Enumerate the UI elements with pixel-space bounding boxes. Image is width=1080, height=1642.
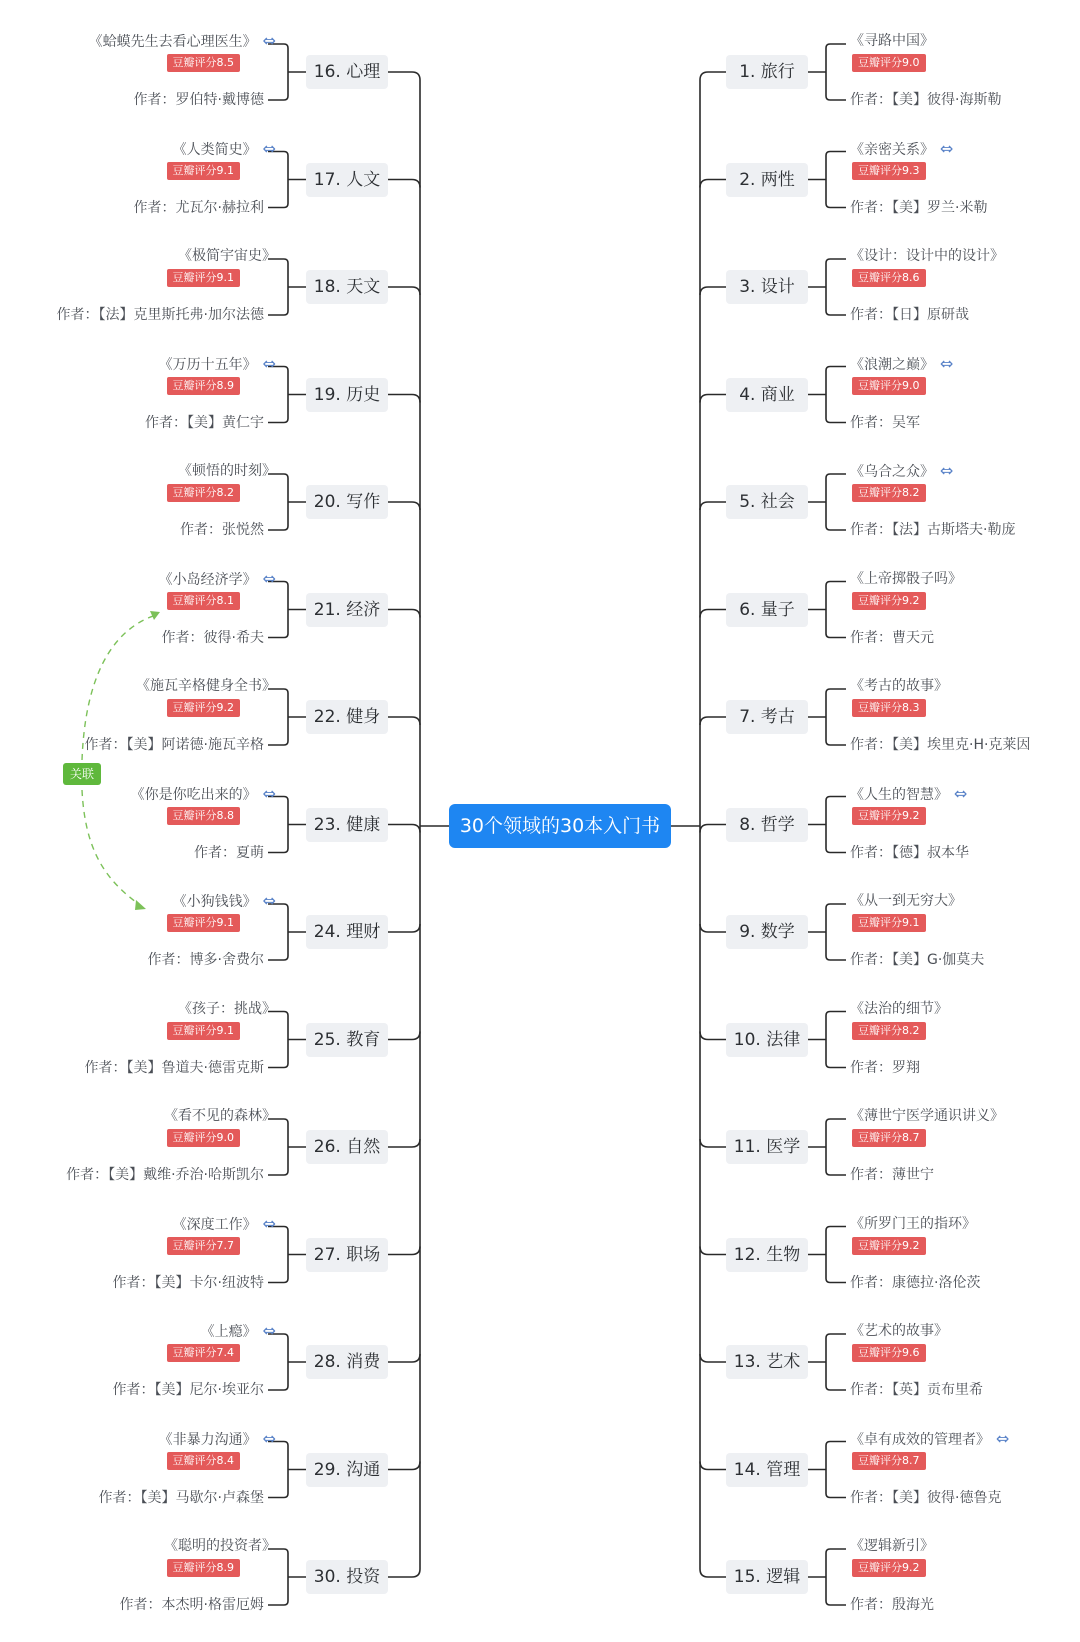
branch-line (700, 1247, 726, 1255)
branch-line (388, 1247, 420, 1255)
leaf-bracket (268, 1012, 288, 1068)
book-title-text: 《聪明的投资者》 (164, 1538, 276, 1554)
link-icon[interactable]: ⇔ (262, 891, 276, 910)
book-title-text: 《从一到无穷大》 (850, 893, 962, 909)
book-title[interactable] (164, 1535, 276, 1557)
topic-28[interactable]: 28. 消费 (306, 1345, 388, 1379)
link-icon[interactable]: ⇔ (262, 1321, 276, 1340)
topic-23[interactable]: 23. 健康 (306, 808, 388, 842)
link-icon[interactable]: ⇔ (262, 31, 276, 50)
book-title[interactable] (173, 138, 276, 160)
branch-line (388, 395, 420, 403)
book-title-text: 《你是你吃出来的》 (130, 786, 257, 803)
author-name: 作者：张悦然 (180, 522, 264, 538)
book-title[interactable] (178, 998, 276, 1020)
book-title[interactable] (159, 353, 276, 375)
topic-17[interactable]: 17. 人文 (306, 163, 388, 197)
rating-badge: 豆瓣评分9.0 (852, 377, 926, 395)
branch-line (700, 1354, 726, 1362)
book-title[interactable] (164, 1105, 276, 1127)
branch-line (700, 1032, 726, 1040)
author-name: 作者：【美】马歇尔·卢森堡 (98, 1489, 264, 1506)
association-arrow-icon (135, 900, 146, 910)
branch-line (700, 72, 726, 80)
rating-badge: 豆瓣评分7.7 (167, 1237, 241, 1255)
topic-10[interactable]: 10. 法律 (726, 1023, 808, 1057)
leaf-bracket (268, 1549, 288, 1605)
topic-12[interactable]: 12. 生物 (726, 1238, 808, 1272)
branch-line (388, 610, 420, 618)
author-name: 作者：薄世宁 (850, 1167, 934, 1183)
book-title-text: 《施瓦辛格健身全书》 (136, 678, 276, 694)
topic-18[interactable]: 18. 天文 (306, 270, 388, 304)
rating-badge: 豆瓣评分8.7 (852, 1452, 926, 1470)
book-title-text: 《寻路中国》 (850, 33, 934, 49)
topic-26[interactable]: 26. 自然 (306, 1130, 388, 1164)
branch-line (388, 1032, 420, 1040)
topic-27[interactable]: 27. 职场 (306, 1238, 388, 1272)
author-name: 作者：【美】罗兰·米勒 (850, 199, 988, 216)
leaf-bracket (826, 152, 846, 208)
link-icon[interactable]: ⇔ (262, 1428, 276, 1448)
branch-line (388, 72, 420, 80)
book-title-text: 《小岛经济学》 (158, 571, 257, 588)
leaf-bracket (268, 259, 288, 315)
rating-badge: 豆瓣评分8.9 (167, 1559, 241, 1577)
link-icon[interactable]: ⇔ (262, 1213, 276, 1233)
book-title[interactable] (850, 1213, 976, 1235)
book-title-text: 《深度工作》 (172, 1216, 257, 1233)
book-title[interactable] (131, 783, 276, 805)
author-name: 作者：【美】鲁道夫·德雷克斯 (84, 1059, 264, 1076)
topic-2[interactable]: 2. 两性 (726, 163, 808, 197)
book-title-text: 《所罗门王的指环》 (850, 1215, 976, 1232)
rating-badge: 豆瓣评分8.9 (167, 377, 241, 395)
leaf-bracket (268, 44, 288, 100)
book-title[interactable] (89, 30, 276, 52)
rating-badge: 豆瓣评分9.1 (167, 269, 241, 287)
author-name: 作者：【美】埃里克·H·克莱因 (850, 737, 1031, 753)
book-title-text: 《人生的智慧》 (850, 786, 948, 803)
author-name: 作者：【美】戴维·乔治·哈斯凯尔 (66, 1167, 264, 1183)
branch-line (700, 1139, 726, 1147)
branch-line (388, 180, 420, 188)
leaf-bracket (826, 1012, 846, 1068)
author-name: 作者：【法】克里斯托弗·加尔法德 (56, 307, 264, 323)
branch-line (700, 1462, 726, 1470)
topic-6[interactable]: 6. 量子 (726, 593, 808, 627)
leaf-bracket (268, 904, 288, 960)
book-title-text: 《上帝掷骰子吗》 (850, 570, 962, 587)
branch-line (388, 924, 420, 932)
leaf-bracket (268, 689, 288, 745)
rating-badge: 豆瓣评分8.7 (852, 1129, 926, 1147)
topic-19[interactable]: 19. 历史 (306, 378, 388, 412)
rating-badge: 豆瓣评分9.2 (852, 807, 926, 825)
book-title-text: 《设计：设计中的设计》 (850, 248, 1004, 264)
leaf-bracket (826, 1549, 846, 1605)
rating-badge: 豆瓣评分8.8 (167, 807, 241, 825)
association-line-lower (82, 790, 140, 905)
author-name: 作者：彼得·希夫 (161, 629, 264, 646)
topic-13[interactable]: 13. 艺术 (726, 1345, 808, 1379)
topic-30[interactable]: 30. 投资 (306, 1560, 388, 1594)
rating-badge: 豆瓣评分8.4 (167, 1452, 241, 1470)
author-name: 作者：罗翔 (850, 1059, 920, 1076)
topic-22[interactable]: 22. 健身 (306, 700, 388, 734)
book-title-text: 《看不见的森林》 (164, 1108, 276, 1124)
book-title-text: 《非暴力沟通》 (158, 1431, 257, 1448)
rating-badge: 豆瓣评分8.1 (167, 592, 241, 610)
leaf-bracket (826, 367, 846, 423)
rating-badge: 豆瓣评分8.6 (852, 269, 926, 287)
book-title[interactable] (136, 675, 276, 697)
rating-badge: 豆瓣评分9.1 (167, 1022, 241, 1040)
book-title-text: 《薄世宁医学通识讲义》 (850, 1108, 1004, 1124)
leaf-bracket (268, 474, 288, 530)
topic-8[interactable]: 8. 哲学 (726, 808, 808, 842)
author-name: 作者：殷海光 (850, 1597, 934, 1613)
link-icon[interactable]: ⇔ (996, 1428, 1010, 1448)
branch-line (700, 180, 726, 188)
rating-badge: 豆瓣评分8.2 (167, 484, 241, 502)
branch-line (388, 1354, 420, 1362)
leaf-bracket (268, 1334, 288, 1390)
book-title[interactable] (850, 1320, 948, 1342)
author-name: 作者：曹天元 (850, 629, 934, 646)
book-title[interactable] (850, 138, 953, 160)
author-name: 作者：尤瓦尔·赫拉利 (133, 199, 264, 216)
book-title-text: 《蛤蟆先生去看心理医生》 (88, 34, 257, 50)
author-name: 作者：【美】阿诺德·施瓦辛格 (84, 737, 264, 753)
branch-line (388, 1569, 420, 1577)
book-title-text: 《孩子：挑战》 (178, 1000, 276, 1017)
book-title-text: 《极简宇宙史》 (178, 248, 276, 264)
author-name: 作者：博多·舍费尔 (147, 952, 264, 968)
author-name: 作者：【美】彼得·德鲁克 (850, 1489, 1002, 1506)
book-title-text: 《乌合之众》 (850, 464, 934, 480)
author-name: 作者：【美】彼得·海斯勒 (850, 92, 1002, 108)
topic-9[interactable]: 9. 数学 (726, 915, 808, 949)
branch-line (700, 610, 726, 618)
branch-line (700, 1569, 726, 1577)
topic-4[interactable]: 4. 商业 (726, 378, 808, 412)
association-arrow-icon (150, 611, 160, 620)
author-name: 作者：【德】叔本华 (850, 844, 969, 861)
rating-badge: 豆瓣评分8.5 (167, 54, 241, 72)
rating-badge: 豆瓣评分9.6 (852, 1344, 926, 1362)
book-title[interactable] (850, 1105, 1004, 1127)
author-name: 作者：夏萌 (194, 844, 264, 861)
book-title[interactable] (850, 783, 967, 805)
topic-20[interactable]: 20. 写作 (306, 485, 388, 519)
book-title-text: 《逻辑新引》 (850, 1538, 934, 1554)
rating-badge: 豆瓣评分9.0 (167, 1129, 241, 1147)
link-icon[interactable]: ⇔ (262, 353, 276, 373)
rating-badge: 豆瓣评分9.1 (167, 162, 241, 180)
book-title-text: 《亲密关系》 (850, 141, 934, 158)
rating-badge: 豆瓣评分9.2 (167, 699, 241, 717)
book-title[interactable] (850, 245, 1004, 267)
topic-11[interactable]: 11. 医学 (726, 1130, 808, 1164)
rating-badge: 豆瓣评分9.2 (852, 1559, 926, 1577)
book-title-text: 《法治的细节》 (850, 1000, 948, 1017)
book-title[interactable] (201, 1320, 276, 1342)
branch-line (388, 1139, 420, 1147)
book-title-text: 《考古的故事》 (850, 678, 948, 694)
leaf-bracket (826, 582, 846, 638)
author-name: 作者：吴军 (850, 414, 920, 431)
rating-badge: 豆瓣评分8.2 (852, 1022, 926, 1040)
author-name: 作者：【日】原研哉 (850, 307, 969, 323)
book-title-text: 《万历十五年》 (158, 356, 257, 373)
leaf-bracket (826, 1442, 846, 1498)
book-title[interactable] (850, 675, 948, 697)
leaf-bracket (826, 904, 846, 960)
link-icon[interactable]: ⇔ (262, 138, 276, 158)
book-title[interactable] (159, 568, 276, 590)
branch-line (388, 717, 420, 725)
link-icon[interactable]: ⇔ (940, 138, 954, 158)
author-name: 作者：【美】卡尔·纽波特 (112, 1274, 264, 1291)
book-title-text: 《顿悟的时刻》 (178, 463, 276, 479)
book-title[interactable] (178, 460, 276, 482)
leaf-bracket (268, 1119, 288, 1175)
author-name: 作者：【法】古斯塔夫·勒庞 (850, 522, 1016, 538)
book-title[interactable] (850, 568, 962, 590)
author-name: 作者：【英】贡布里希 (850, 1382, 983, 1398)
topic-25[interactable]: 25. 教育 (306, 1023, 388, 1057)
book-title[interactable] (850, 998, 948, 1020)
branch-line (700, 924, 726, 932)
link-icon[interactable]: ⇔ (954, 783, 968, 803)
branch-line (700, 825, 726, 833)
rating-badge: 豆瓣评分9.2 (852, 1237, 926, 1255)
association-label[interactable]: 关联 (63, 763, 101, 785)
leaf-bracket (826, 1227, 846, 1283)
topic-29[interactable]: 29. 沟通 (306, 1453, 388, 1487)
topic-1[interactable]: 1. 旅行 (726, 55, 808, 89)
author-name: 作者：【美】黄仁宇 (145, 414, 264, 431)
rating-badge: 豆瓣评分7.4 (167, 1344, 241, 1362)
leaf-bracket (826, 689, 846, 745)
topic-21[interactable]: 21. 经济 (306, 593, 388, 627)
author-name: 作者：罗伯特·戴博德 (133, 92, 264, 108)
topic-3[interactable]: 3. 设计 (726, 270, 808, 304)
book-title-text: 《卓有成效的管理者》 (850, 1431, 990, 1448)
link-icon[interactable]: ⇔ (262, 783, 276, 803)
book-title-text: 《浪潮之巅》 (850, 356, 934, 373)
branch-line (700, 717, 726, 725)
branch-line (700, 502, 726, 510)
branch-line (388, 502, 420, 510)
book-title[interactable] (850, 353, 953, 375)
branch-line (388, 825, 420, 833)
book-title[interactable] (850, 1428, 1009, 1450)
topic-16[interactable]: 16. 心理 (306, 55, 388, 89)
book-title-text: 《人类简史》 (172, 141, 257, 158)
central-topic[interactable]: 30个领域的30本入门书 (449, 804, 671, 848)
author-name: 作者：康德拉·洛伦茨 (850, 1274, 981, 1291)
rating-badge: 豆瓣评分9.1 (167, 914, 241, 932)
leaf-bracket (826, 474, 846, 530)
branch-line (700, 395, 726, 403)
book-title[interactable] (159, 1428, 276, 1450)
rating-badge: 豆瓣评分9.0 (852, 54, 926, 72)
rating-badge: 豆瓣评分8.2 (852, 484, 926, 502)
leaf-bracket (826, 1119, 846, 1175)
branch-line (700, 287, 726, 295)
leaf-bracket (826, 1334, 846, 1390)
topic-5[interactable]: 5. 社会 (726, 485, 808, 519)
book-title[interactable] (850, 460, 953, 482)
topic-14[interactable]: 14. 管理 (726, 1453, 808, 1487)
book-title[interactable] (850, 30, 934, 52)
topic-24[interactable]: 24. 理财 (306, 915, 388, 949)
book-title[interactable] (850, 890, 962, 912)
book-title[interactable] (173, 890, 276, 912)
author-name: 作者：本杰明·格雷厄姆 (119, 1597, 264, 1613)
branch-line (388, 1462, 420, 1470)
book-title-text: 《艺术的故事》 (850, 1323, 948, 1339)
book-title[interactable] (850, 1535, 934, 1557)
link-icon[interactable]: ⇔ (940, 461, 954, 480)
author-name: 作者：【美】尼尔·埃亚尔 (112, 1382, 264, 1398)
author-name: 作者：【美】G·伽莫夫 (850, 952, 985, 968)
topic-7[interactable]: 7. 考古 (726, 700, 808, 734)
book-title[interactable] (173, 1213, 276, 1235)
topic-15[interactable]: 15. 逻辑 (726, 1560, 808, 1594)
leaf-bracket (826, 44, 846, 100)
leaf-bracket (826, 797, 846, 853)
book-title-text: 《上瘾》 (200, 1324, 257, 1340)
link-icon[interactable]: ⇔ (262, 568, 276, 588)
rating-badge: 豆瓣评分8.3 (852, 699, 926, 717)
branch-line (388, 287, 420, 295)
book-title-text: 《小狗钱钱》 (172, 894, 257, 910)
leaf-bracket (826, 259, 846, 315)
book-title[interactable] (178, 245, 276, 267)
rating-badge: 豆瓣评分9.1 (852, 914, 926, 932)
link-icon[interactable]: ⇔ (940, 353, 954, 373)
rating-badge: 豆瓣评分9.2 (852, 592, 926, 610)
rating-badge: 豆瓣评分9.3 (852, 162, 926, 180)
